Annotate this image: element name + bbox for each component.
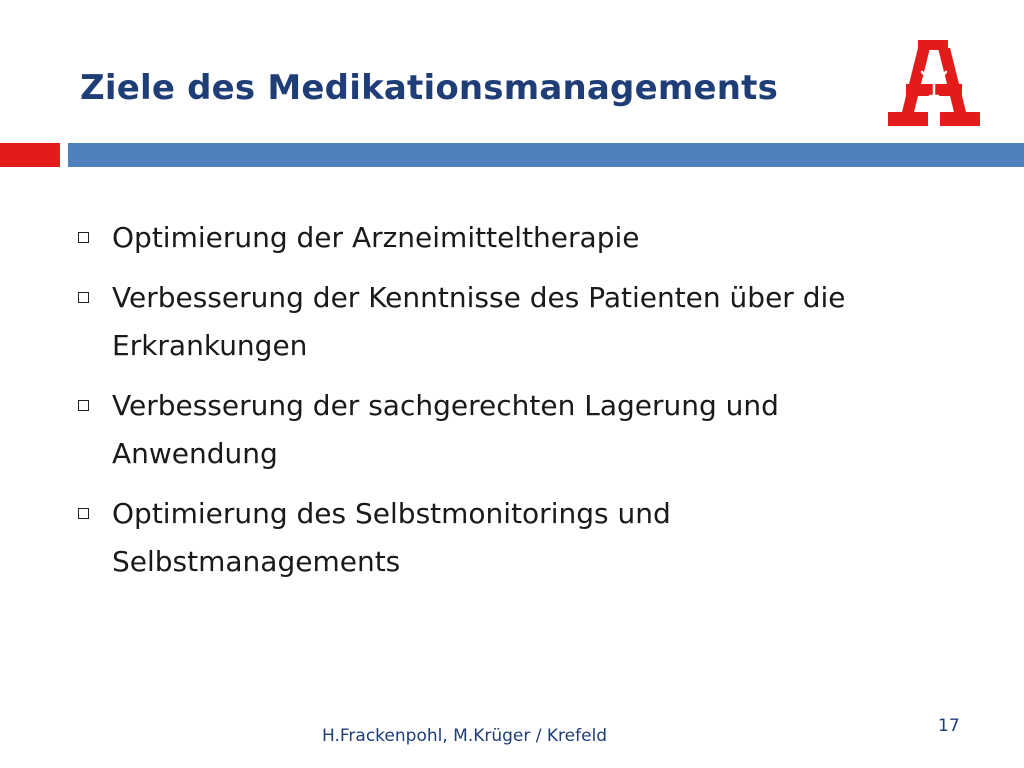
- square-bullet-icon: [78, 400, 89, 411]
- accent-bar-red: [0, 143, 60, 167]
- bullet-item: [76, 214, 936, 262]
- square-bullet-icon: [78, 508, 89, 519]
- apotheke-logo-icon: [888, 40, 980, 130]
- page-number: 17: [938, 716, 960, 736]
- square-bullet-icon: [78, 292, 89, 303]
- bullet-list: [76, 214, 936, 598]
- square-bullet-icon: [78, 232, 89, 243]
- bullet-item: [76, 274, 936, 370]
- slide-title: Ziele des Medikationsmanagements: [80, 68, 779, 108]
- bullet-text: Optimierung der Arzneimitteltherapie: [112, 221, 640, 254]
- bullet-text: Optimierung des Selbstmonitorings und Selbstmanagements: [112, 497, 671, 578]
- footer-author: H.Frackenpohl, M.Krüger / Krefeld: [322, 726, 608, 746]
- bullet-text: Verbesserung der Kenntnisse des Patienten über die Erkrankungen: [112, 281, 846, 362]
- bullet-text: Verbesserung der sachgerechten Lagerung und Anwendung: [112, 389, 779, 470]
- accent-bar-blue: [68, 143, 1024, 167]
- bullet-item: [76, 490, 936, 586]
- bullet-item: [76, 382, 936, 478]
